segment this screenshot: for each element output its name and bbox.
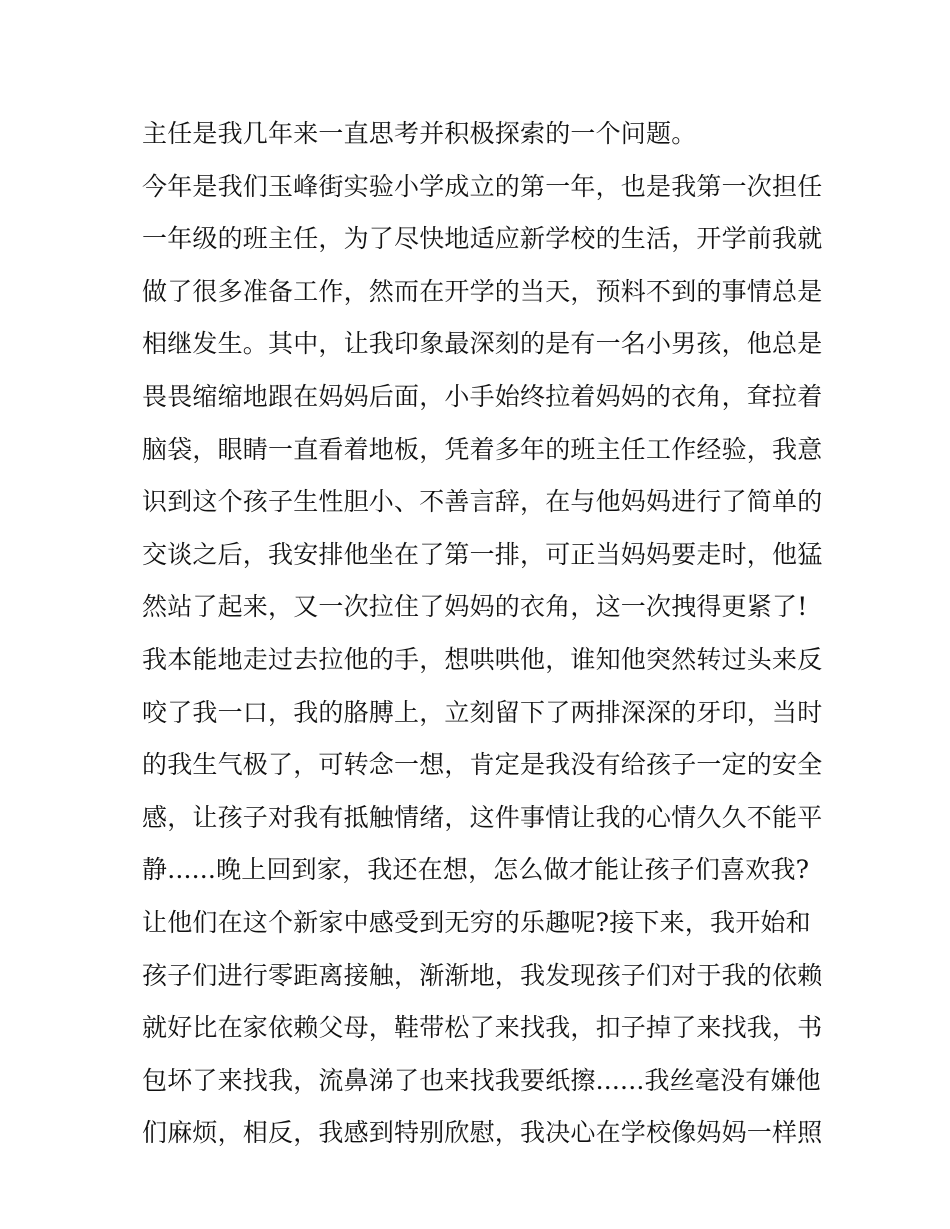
- text-line: 感，让孩子对我有抵触情绪，这件事情让我的心情久久不能平: [142, 802, 823, 832]
- text-line: 交谈之后，我安排他坐在了第一排，可正当妈妈要走时，他猛: [142, 539, 823, 569]
- text-line: 识到这个孩子生性胆小、不善言辞，在与他妈妈进行了简单的: [142, 487, 823, 517]
- text-line: 包坏了来找我，流鼻涕了也来找我要纸擦......我丝毫没有嫌他: [142, 1065, 821, 1095]
- text-line: 静......晚上回到家，我还在想，怎么做才能让孩子们喜欢我?: [142, 855, 810, 885]
- text-line: 就好比在家依赖父母，鞋带松了来找我，扣子掉了来找我，书: [142, 1013, 823, 1043]
- text-line: 的我生气极了，可转念一想，肯定是我没有给孩子一定的安全: [142, 750, 823, 780]
- text-line: 一年级的班主任，为了尽快地适应新学校的生活，开学前我就: [142, 224, 823, 254]
- text-line: 们麻烦，相反，我感到特别欣慰，我决心在学校像妈妈一样照: [142, 1118, 823, 1148]
- text-line: 相继发生。其中，让我印象最深刻的是有一名小男孩，他总是: [142, 329, 823, 359]
- text-line: 主任是我几年来一直思考并积极探索的一个问题。: [142, 119, 697, 148]
- text-line: 做了很多准备工作，然而在开学的当天，预料不到的事情总是: [142, 276, 823, 306]
- text-line: 咬了我一口，我的胳膊上，立刻留下了两排深深的牙印，当时: [142, 697, 823, 727]
- text-line: 孩子们进行零距离接触，渐渐地，我发现孩子们对于我的依赖: [142, 960, 823, 990]
- text-line: 我本能地走过去拉他的手，想哄哄他，谁知他突然转过头来反: [142, 644, 823, 674]
- body-text: [142, 108, 822, 1160]
- text-line: 让他们在这个新家中感受到无穷的乐趣呢?接下来，我开始和: [142, 907, 811, 937]
- text-line: 然站了起来，又一次拉住了妈妈的衣角，这一次拽得更紧了!: [142, 592, 808, 622]
- text-line: 今年是我们玉峰街实验小学成立的第一年，也是我第一次担任: [142, 171, 823, 201]
- text-line: 畏畏缩缩地跟在妈妈后面，小手始终拉着妈妈的衣角，耷拉着: [142, 381, 823, 411]
- text-line: 脑袋，眼睛一直看着地板，凭着多年的班主任工作经验，我意: [142, 434, 823, 464]
